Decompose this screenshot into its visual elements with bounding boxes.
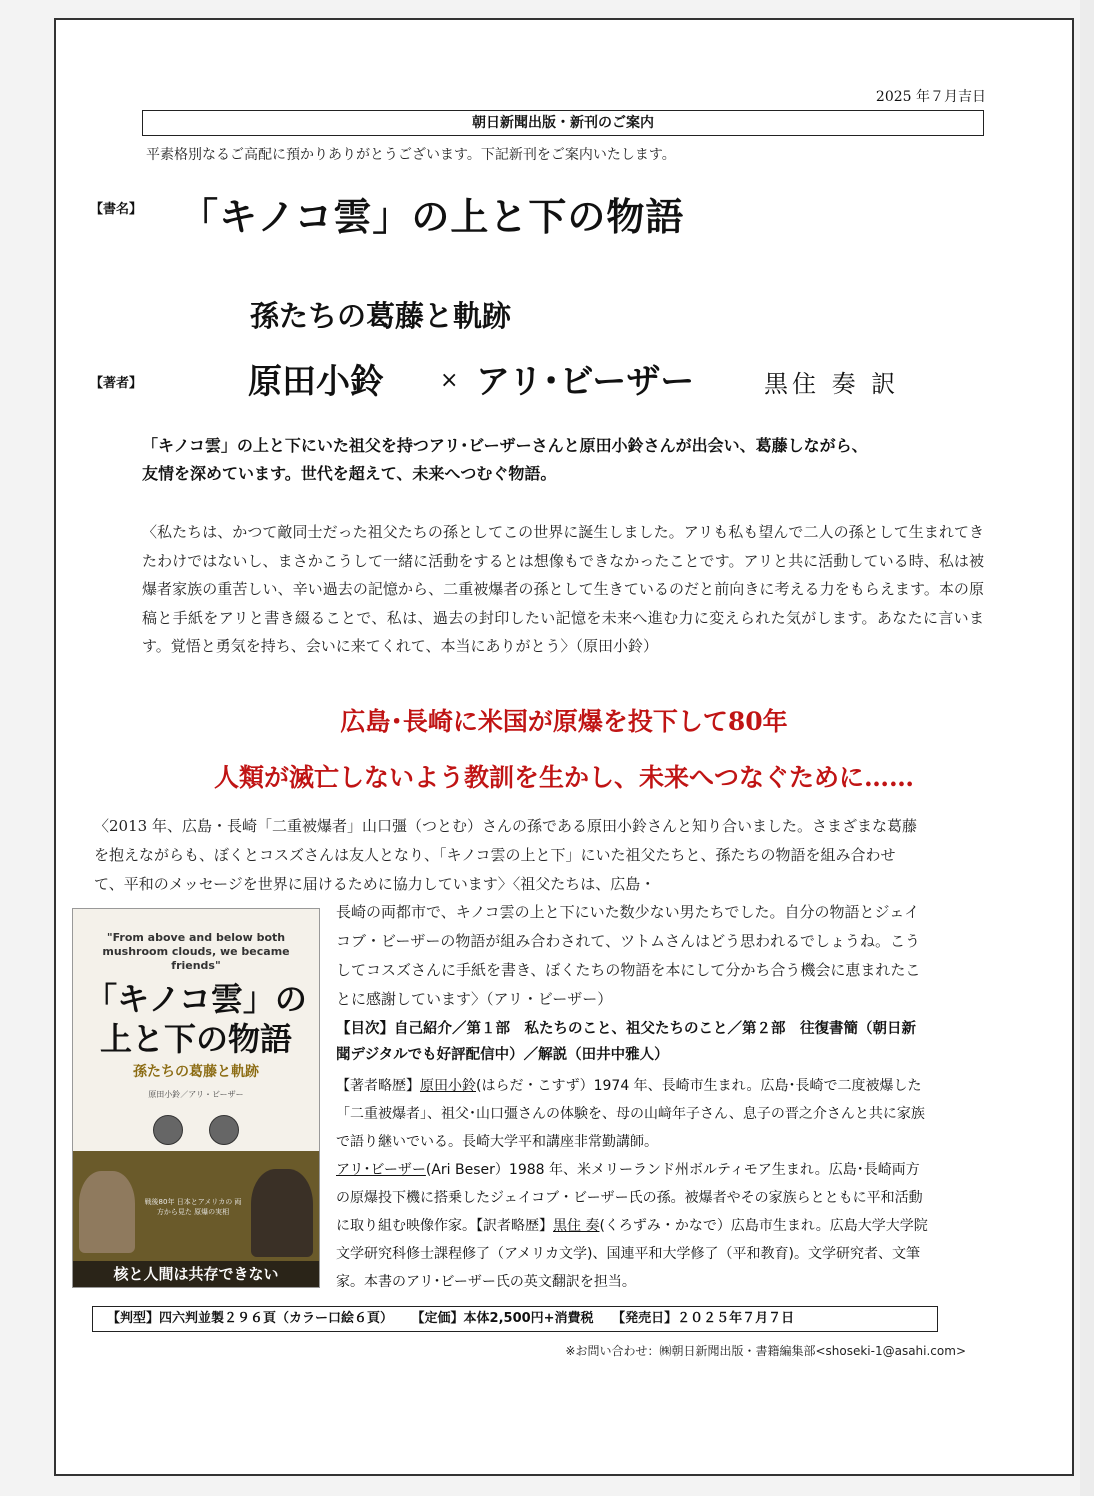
scrollbar[interactable]	[1080, 0, 1094, 1496]
spec-release: 【発売日】２０２５年７月７日	[612, 1311, 795, 1326]
quote-harada: 〈私たちは、かつて敵同士だった祖父たちの孫としてこの世界に誕生しました。アリも私も望んで二人の孫として生まれてきたわけではないし、まさかこうして一緒に活動をするとは想像もできなかったことです。アリと共に活動している時、私は被爆者家族の重苦しい、辛い過去の記憶から、二重被爆者の孫として生きているのだと前向きに考える力をもらえます。本の原稿と手紙をアリと書き綴ることで、私は、過去の封印したい記憶を未来へ進む力に変えられた気がします。あなたに言います。覚悟と勇気を持ち、会いに来てくれて、本当にありがとう〉（原田小鈴）	[142, 523, 984, 655]
lead-line-2: 友情を深めています。世代を超えて、未来へつむぐ物語。	[142, 464, 557, 483]
bio-text-beser: (Ari Beser）1988 年、米メリーランド州ボルティモア生まれ。広島･長崎両方の原爆投下機に搭乗したジェイコブ・ビーザー氏の孫。被爆者やその家族らとともに平和活動に取り組む映像作家。	[336, 1162, 923, 1234]
author-tag: 【著者】	[90, 376, 143, 391]
title-tag: 【書名】	[90, 202, 143, 217]
spec-format: 【判型】四六判並製２９６頁（カラー口絵６頁）	[107, 1311, 394, 1326]
book-cover-quote: "From above and below both mushroom clouds, we became friends"	[102, 931, 290, 972]
bio-name-harada: 原田小鈴	[420, 1078, 476, 1094]
book-cover-title-line-2: 上と下の物語	[99, 1020, 292, 1058]
book-cover-authors: 原田小鈴／アリ・ビーザー	[148, 1090, 244, 1099]
translator-label: 【訳者略歴】	[476, 1218, 553, 1234]
greeting-text: 平素格別なるご高配に預かりありがとうございます。下記新刊をご案内いたします。	[146, 147, 676, 163]
cross-mark: ×	[440, 368, 459, 393]
book-cover-title	[81, 979, 311, 1059]
book-cover-image	[72, 908, 320, 1288]
header-box: 朝日新聞出版・新刊のご案内	[142, 110, 984, 136]
translator-name: 黒住 奏	[553, 1218, 600, 1234]
headline-1: 広島･長崎に米国が原爆を投下して80年	[340, 707, 788, 736]
book-cover-subtitle: 孫たちの葛藤と軌跡	[133, 1064, 259, 1080]
author-2: アリ･ビーザー	[476, 362, 695, 402]
portrait-icon	[209, 1115, 239, 1145]
translator-text: (くろずみ・かなで）広島市生まれ。広島大学大学院文学研究科修士課程修了（アメリカ文学)、国連平和大学修了（平和教育)。文学研究者、文筆家。本書のアリ･ビーザー氏の英文翻訳を担当。	[336, 1218, 928, 1290]
biography	[336, 1072, 930, 1296]
book-title: 「キノコ雲」の上と下の物語	[180, 194, 685, 239]
lead-text	[142, 432, 982, 488]
table-of-contents: 【目次】自己紹介／第１部 私たちのこと、祖父たちのこと／第２部 往復書簡（朝日新聞デジタルでも好評配信中）／解説（田井中雅人）	[336, 1021, 916, 1063]
date: 2025 年７月吉日	[875, 89, 986, 105]
book-subtitle: 孫たちの葛藤と軌跡	[250, 299, 512, 333]
book-cover-top	[73, 909, 319, 1151]
portrait-icon	[153, 1115, 183, 1145]
photo-person-icon	[79, 1171, 135, 1253]
book-cover-note: 戦後80年 日本とアメリカの 両方から見た 原爆の実相	[144, 1198, 242, 1216]
lead-line-1: 「キノコ雲」の上と下にいた祖父を持つアリ･ビーザーさんと原田小鈴さんが出会い、葛藤しながら、	[142, 436, 868, 455]
quote-beser-cont: 長崎の両都市で、キノコ雲の上と下にいた数少ない男たちでした。自分の物語とジェイコブ・ビーザーの物語が組み合わされて、ツトムさんはどう思われるでしょうね。こうしてコスズさんに手紙を書き、ぼくたちの物語を本にして分かち合う機会に恵まれたことに感謝しています〉（アリ・ビーザー）	[336, 903, 921, 1008]
specs-box	[92, 1306, 938, 1332]
bio-label: 【著者略歴】	[336, 1078, 420, 1094]
book-cover-photo-area	[73, 1151, 319, 1287]
bio-name-beser: アリ･ビーザー	[336, 1162, 426, 1178]
author-1: 原田小鈴	[248, 362, 384, 402]
headline-2: 人類が滅亡しないよう教訓を生かし、未来へつなぐために……	[213, 763, 914, 792]
book-cover-banner: 核と人間は共存できない	[73, 1261, 319, 1287]
photo-person-icon	[251, 1169, 313, 1257]
bio-text-harada: (はらだ・こすず）1974 年、長崎市生まれ。広島･長崎で二度被爆した「二重被爆者」、祖父･山口彊さんの体験を、母の山﨑年子さん、息子の晋之介さんと共に家族で語り継いでいる。長崎大学平和講座非常勤講師。	[336, 1078, 925, 1150]
spec-price: 【定価】本体2,500円+消費税	[411, 1311, 594, 1326]
contact-info: ※お問い合わせ：㈱朝日新聞出版・書籍編集部<shoseki-1@asahi.com>	[565, 1344, 966, 1358]
translator: 黒住 奏 訳	[764, 370, 900, 398]
book-cover-title-line-1: 「キノコ雲」の	[85, 980, 307, 1018]
quote-beser-start: 〈2013 年、広島・長崎「二重被爆者」山口彊（つとむ）さんの孫である原田小鈴さんと知り合いました。さまざまな葛藤を抱えながらも、ぼくとコスズさんは友人となり、「キノコ雲の上と下」にいた祖父たちと、孫たちの物語を組み合わせて、平和のメッセージを世界に届けるために協力しています〉〈祖父たちは、広島・	[94, 817, 917, 893]
